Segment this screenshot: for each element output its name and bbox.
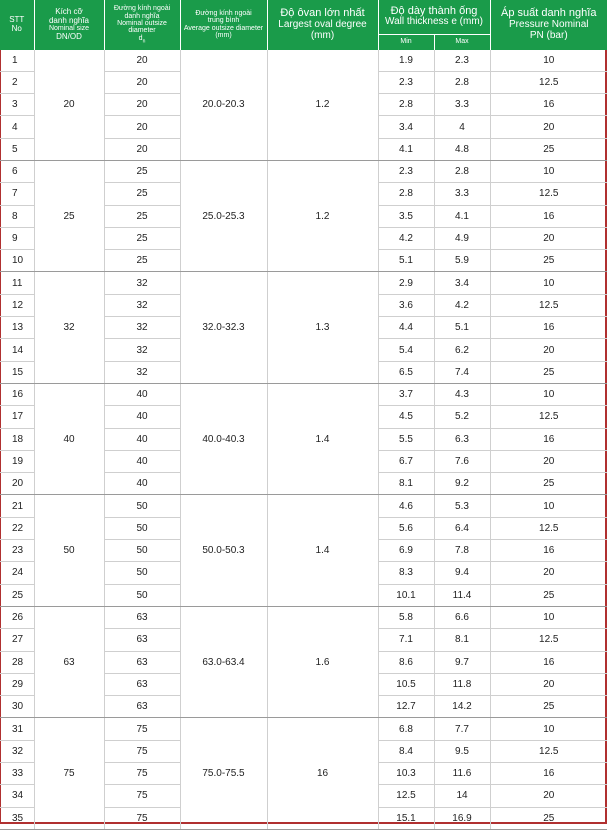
cell-wall-max: 6.2 [434,339,490,361]
header-stt: STT No [0,0,34,50]
cell-wall-max: 3.3 [434,94,490,116]
cell-outside-diameter: 20 [104,50,180,72]
cell-pressure: 20 [490,116,607,138]
cell-wall-min: 12.5 [378,785,434,807]
cell-stt: 12 [0,294,34,316]
cell-wall-min: 5.8 [378,606,434,628]
cell-outside-diameter: 75 [104,740,180,762]
cell-pressure: 25 [490,473,607,495]
cell-stt: 10 [0,250,34,272]
cell-wall-max: 9.2 [434,473,490,495]
cell-wall-max: 4.9 [434,227,490,249]
cell-outside-diameter: 32 [104,294,180,316]
cell-outside-diameter: 40 [104,383,180,405]
cell-outside-diameter: 25 [104,227,180,249]
cell-stt: 9 [0,227,34,249]
cell-outside-diameter: 75 [104,763,180,785]
cell-outside-diameter: 40 [104,406,180,428]
cell-wall-max: 2.3 [434,50,490,72]
cell-outside-diameter: 63 [104,629,180,651]
cell-average-diameter: 20.0-20.3 [180,50,267,161]
cell-wall-max: 5.1 [434,317,490,339]
cell-stt: 32 [0,740,34,762]
cell-oval-degree: 16 [267,718,378,829]
cell-pressure: 25 [490,807,607,829]
cell-outside-diameter: 63 [104,696,180,718]
cell-wall-min: 8.1 [378,473,434,495]
cell-wall-min: 8.6 [378,651,434,673]
cell-wall-max: 9.7 [434,651,490,673]
cell-wall-min: 2.8 [378,94,434,116]
cell-pressure: 12.5 [490,517,607,539]
cell-outside-diameter: 40 [104,428,180,450]
cell-wall-min: 7.1 [378,629,434,651]
cell-outside-diameter: 63 [104,606,180,628]
cell-stt: 24 [0,562,34,584]
cell-wall-max: 2.8 [434,160,490,182]
cell-wall-max: 7.4 [434,361,490,383]
cell-wall-min: 8.4 [378,740,434,762]
cell-oval-degree: 1.2 [267,50,378,161]
cell-pressure: 20 [490,785,607,807]
cell-average-diameter: 32.0-32.3 [180,272,267,383]
cell-wall-max: 4.1 [434,205,490,227]
cell-outside-diameter: 25 [104,183,180,205]
cell-wall-min: 5.6 [378,517,434,539]
cell-pressure: 25 [490,696,607,718]
cell-stt: 11 [0,272,34,294]
cell-stt: 8 [0,205,34,227]
cell-stt: 25 [0,584,34,606]
cell-wall-min: 4.1 [378,138,434,160]
cell-pressure: 16 [490,317,607,339]
cell-wall-max: 6.4 [434,517,490,539]
cell-outside-diameter: 75 [104,718,180,740]
cell-wall-min: 6.7 [378,450,434,472]
cell-average-diameter: 50.0-50.3 [180,495,267,606]
cell-stt: 5 [0,138,34,160]
cell-pressure: 16 [490,428,607,450]
table-row [0,718,607,740]
cell-stt: 31 [0,718,34,740]
cell-wall-max: 11.4 [434,584,490,606]
cell-stt: 1 [0,50,34,72]
cell-outside-diameter: 40 [104,450,180,472]
cell-wall-max: 14.2 [434,696,490,718]
header-oval-degree: Độ ôvan lớn nhất Largest oval degree (mm) [267,0,378,50]
cell-outside-diameter: 63 [104,651,180,673]
cell-outside-diameter: 32 [104,272,180,294]
cell-pressure: 10 [490,606,607,628]
cell-wall-max: 6.3 [434,428,490,450]
cell-stt: 35 [0,807,34,829]
cell-wall-min: 6.8 [378,718,434,740]
cell-oval-degree: 1.4 [267,383,378,494]
table-body [0,50,607,830]
header-outside-diameter: Đường kính ngoài danh nghĩa Nominal outsize diameter $d_n$ [104,0,180,50]
cell-pressure: 12.5 [490,183,607,205]
header-wall-max: Max [434,34,490,50]
cell-pressure: 25 [490,361,607,383]
cell-stt: 16 [0,383,34,405]
cell-pressure: 16 [490,651,607,673]
cell-stt: 17 [0,406,34,428]
table-row [0,160,607,182]
cell-wall-max: 7.8 [434,540,490,562]
cell-pressure: 20 [490,562,607,584]
cell-wall-max: 11.6 [434,763,490,785]
cell-pressure: 16 [490,205,607,227]
cell-wall-min: 8.3 [378,562,434,584]
cell-wall-max: 2.8 [434,71,490,93]
cell-stt: 33 [0,763,34,785]
cell-stt: 7 [0,183,34,205]
cell-wall-max: 4 [434,116,490,138]
table-row [0,272,607,294]
cell-average-diameter: 63.0-63.4 [180,606,267,717]
cell-wall-max: 4.2 [434,294,490,316]
cell-stt: 3 [0,94,34,116]
cell-oval-degree: 1.3 [267,272,378,383]
cell-pressure: 10 [490,160,607,182]
cell-wall-min: 10.5 [378,673,434,695]
cell-wall-max: 8.1 [434,629,490,651]
cell-stt: 27 [0,629,34,651]
cell-wall-max: 3.3 [434,183,490,205]
cell-average-diameter: 25.0-25.3 [180,160,267,271]
cell-wall-min: 3.4 [378,116,434,138]
cell-outside-diameter: 50 [104,540,180,562]
cell-wall-min: 3.5 [378,205,434,227]
cell-wall-min: 5.4 [378,339,434,361]
cell-pressure: 10 [490,383,607,405]
cell-wall-min: 1.9 [378,50,434,72]
cell-pressure: 16 [490,763,607,785]
cell-stt: 30 [0,696,34,718]
cell-wall-max: 5.3 [434,495,490,517]
cell-stt: 4 [0,116,34,138]
cell-nominal-size: 40 [34,383,104,494]
cell-wall-min: 10.3 [378,763,434,785]
table-row [0,606,607,628]
cell-wall-min: 6.5 [378,361,434,383]
cell-wall-min: 4.4 [378,317,434,339]
cell-nominal-size: 75 [34,718,104,829]
cell-wall-min: 4.2 [378,227,434,249]
cell-stt: 6 [0,160,34,182]
header-wall-min: Min [378,34,434,50]
cell-pressure: 12.5 [490,740,607,762]
cell-stt: 28 [0,651,34,673]
cell-pressure: 25 [490,584,607,606]
cell-wall-min: 10.1 [378,584,434,606]
cell-outside-diameter: 50 [104,517,180,539]
table-row [0,383,607,405]
cell-wall-min: 12.7 [378,696,434,718]
cell-wall-max: 16.9 [434,807,490,829]
cell-outside-diameter: 20 [104,71,180,93]
header-nominal-size: Kích cỡ danh nghĩa Nominal size DN/OD [34,0,104,50]
cell-wall-min: 2.3 [378,71,434,93]
cell-wall-max: 5.9 [434,250,490,272]
cell-outside-diameter: 25 [104,160,180,182]
cell-pressure: 20 [490,339,607,361]
header-wall-thickness: Độ dày thành ống Wall thickness e (mm) [378,0,490,34]
cell-wall-max: 4.3 [434,383,490,405]
cell-stt: 15 [0,361,34,383]
cell-wall-min: 4.5 [378,406,434,428]
cell-wall-max: 11.8 [434,673,490,695]
cell-pressure: 10 [490,50,607,72]
cell-wall-max: 7.6 [434,450,490,472]
cell-nominal-size: 32 [34,272,104,383]
table-row [0,50,607,72]
cell-wall-max: 3.4 [434,272,490,294]
table-row [0,495,607,517]
cell-outside-diameter: 50 [104,495,180,517]
cell-wall-max: 4.8 [434,138,490,160]
cell-average-diameter: 75.0-75.5 [180,718,267,829]
cell-stt: 2 [0,71,34,93]
cell-wall-min: 6.9 [378,540,434,562]
cell-wall-min: 3.7 [378,383,434,405]
cell-outside-diameter: 50 [104,584,180,606]
cell-nominal-size: 50 [34,495,104,606]
cell-wall-min: 4.6 [378,495,434,517]
cell-wall-min: 5.5 [378,428,434,450]
cell-stt: 22 [0,517,34,539]
cell-nominal-size: 20 [34,50,104,161]
cell-outside-diameter: 32 [104,317,180,339]
cell-wall-max: 6.6 [434,606,490,628]
cell-wall-min: 2.8 [378,183,434,205]
cell-nominal-size: 25 [34,160,104,271]
cell-outside-diameter: 50 [104,562,180,584]
cell-wall-max: 14 [434,785,490,807]
cell-pressure: 16 [490,540,607,562]
cell-stt: 26 [0,606,34,628]
header-pressure: Áp suất danh nghĩa Pressure Nominal PN (bar) [490,0,607,50]
cell-outside-diameter: 20 [104,116,180,138]
cell-wall-min: 15.1 [378,807,434,829]
cell-wall-min: 5.1 [378,250,434,272]
cell-pressure: 20 [490,673,607,695]
cell-wall-min: 2.3 [378,160,434,182]
cell-outside-diameter: 32 [104,339,180,361]
cell-wall-max: 9.5 [434,740,490,762]
cell-stt: 23 [0,540,34,562]
cell-outside-diameter: 75 [104,807,180,829]
cell-pressure: 25 [490,250,607,272]
cell-oval-degree: 1.2 [267,160,378,271]
cell-outside-diameter: 63 [104,673,180,695]
cell-average-diameter: 40.0-40.3 [180,383,267,494]
cell-outside-diameter: 75 [104,785,180,807]
cell-outside-diameter: 25 [104,205,180,227]
cell-wall-max: 7.7 [434,718,490,740]
cell-oval-degree: 1.4 [267,495,378,606]
cell-stt: 19 [0,450,34,472]
cell-outside-diameter: 25 [104,250,180,272]
cell-pressure: 10 [490,272,607,294]
cell-outside-diameter: 20 [104,138,180,160]
cell-stt: 14 [0,339,34,361]
cell-stt: 34 [0,785,34,807]
cell-pressure: 20 [490,227,607,249]
cell-stt: 21 [0,495,34,517]
cell-stt: 18 [0,428,34,450]
cell-wall-min: 2.9 [378,272,434,294]
cell-pressure: 20 [490,450,607,472]
cell-nominal-size: 63 [34,606,104,717]
cell-pressure: 12.5 [490,406,607,428]
cell-outside-diameter: 40 [104,473,180,495]
cell-pressure: 12.5 [490,629,607,651]
cell-pressure: 10 [490,718,607,740]
cell-wall-max: 5.2 [434,406,490,428]
cell-pressure: 10 [490,495,607,517]
cell-wall-min: 3.6 [378,294,434,316]
cell-pressure: 12.5 [490,71,607,93]
header-average-diameter: Đường kính ngoài trung bình Average outsize diameter (mm) [180,0,267,50]
cell-wall-max: 9.4 [434,562,490,584]
cell-outside-diameter: 20 [104,94,180,116]
cell-pressure: 25 [490,138,607,160]
cell-stt: 29 [0,673,34,695]
cell-pressure: 12.5 [490,294,607,316]
cell-pressure: 16 [490,94,607,116]
cell-stt: 13 [0,317,34,339]
cell-stt: 20 [0,473,34,495]
cell-oval-degree: 1.6 [267,606,378,717]
cell-outside-diameter: 32 [104,361,180,383]
